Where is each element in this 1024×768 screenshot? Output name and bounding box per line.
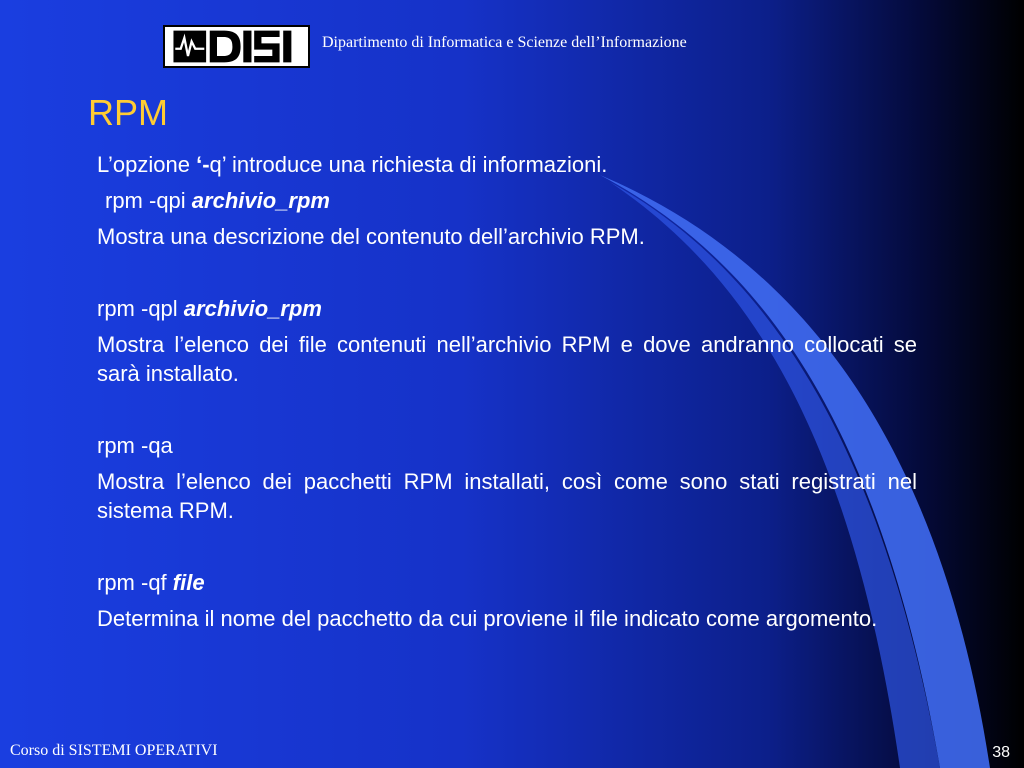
command-arg: archivio_rpm: [191, 188, 330, 213]
intro-text: L’opzione: [97, 152, 197, 177]
command-arg: archivio_rpm: [183, 296, 322, 321]
command-text: rpm -qpi: [105, 188, 192, 213]
course-name: Corso di SISTEMI OPERATIVI: [10, 742, 218, 759]
description-qpi: Mostra una descrizione del contenuto dell’archivio RPM.: [97, 224, 645, 249]
description-qf: Determina il nome del pacchetto da cui proviene il file indicato come argomento.: [97, 606, 878, 631]
command-qpl: [97, 294, 917, 323]
command-arg: file: [172, 570, 205, 595]
slide-title: RPM: [88, 92, 168, 133]
command-qpi: [97, 186, 917, 215]
intro-text-end: q’ introduce una richiesta di informazioni.: [209, 152, 608, 177]
department-name: Dipartimento di Informatica e Scienze dell’Informazione: [322, 34, 687, 51]
description-qa: Mostra l’elenco dei pacchetti RPM installati, così come sono stati registrati nel sistema RPM.: [97, 469, 917, 523]
command-text: rpm -qpl: [97, 296, 184, 321]
command-qf: [97, 568, 917, 597]
intro-bold: ‘-: [196, 152, 210, 177]
slide-content: [97, 150, 917, 640]
page-number: 38: [992, 744, 1010, 761]
command-text: rpm -qa: [97, 433, 173, 458]
command-qa: [97, 431, 917, 460]
command-text: rpm -qf: [97, 570, 173, 595]
intro-line: [97, 150, 917, 179]
disi-logo: [163, 25, 310, 68]
disi-logo-graphic: [165, 27, 308, 66]
description-qpl: Mostra l’elenco dei file contenuti nell’archivio RPM e dove andranno collocati se sarà installato.: [97, 332, 917, 386]
